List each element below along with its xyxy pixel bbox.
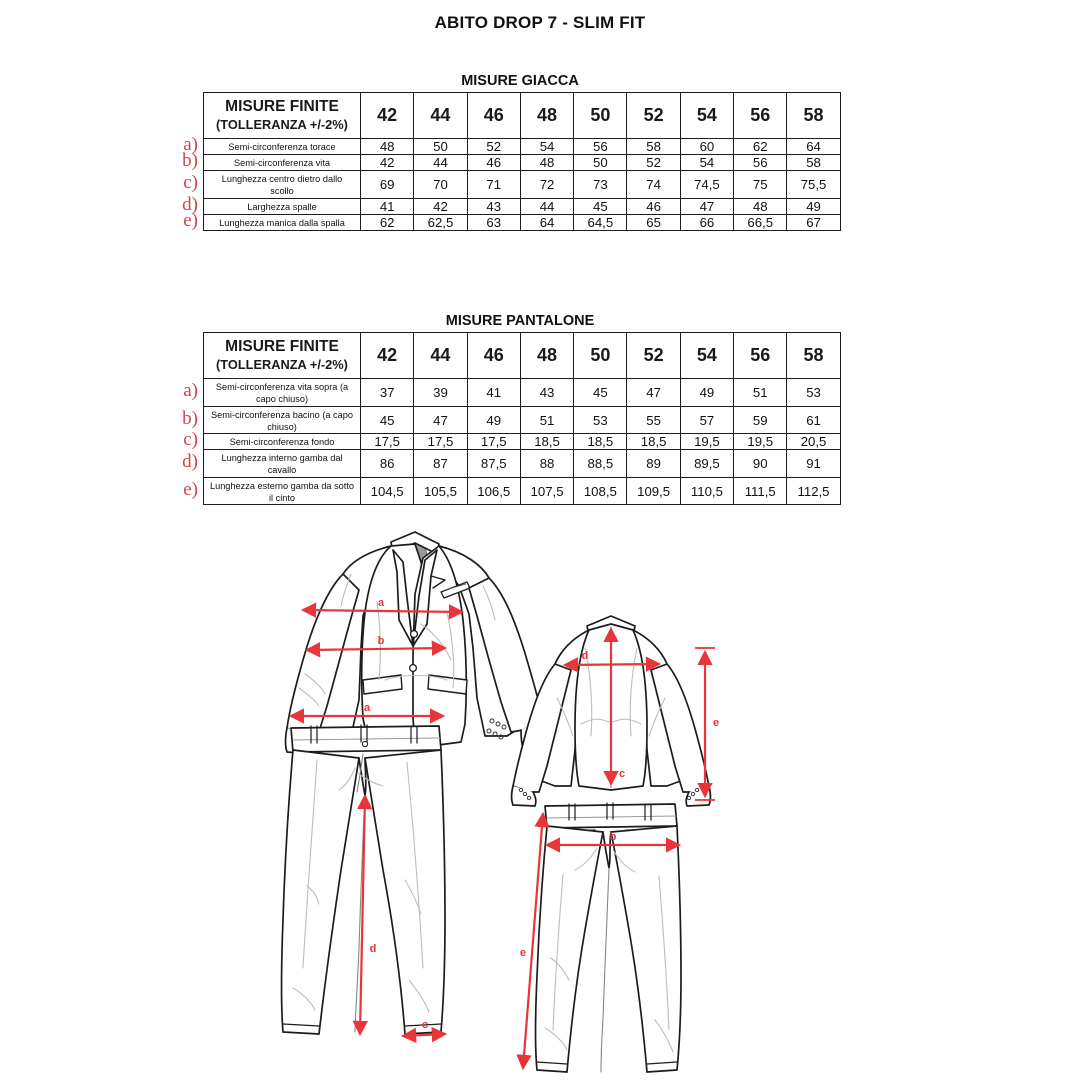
trouser-measurement-cell: 20,5 [787, 434, 840, 450]
trouser-measurement-cell: 17,5 [414, 434, 467, 450]
jacket-measurement-cell: 54 [680, 155, 733, 171]
trouser-measurement-cell: 89,5 [680, 450, 733, 478]
trouser-row-label: Semi-circonferenza fondo [204, 434, 361, 450]
jacket-row-label: Semi-circonferenza torace [204, 139, 361, 155]
marker-trouser-e: e [519, 947, 527, 959]
jacket-measurement-cell: 62 [361, 214, 414, 230]
jacket-measurement-cell: 50 [414, 139, 467, 155]
trouser-measurement-cell: 104,5 [361, 477, 414, 505]
trouser-measurement-cell: 90 [734, 450, 787, 478]
trouser-measurement-cell: 51 [520, 406, 573, 434]
trouser-measurement-cell: 43 [520, 379, 573, 407]
jacket-measurement-cell: 56 [574, 139, 627, 155]
trouser-size-header: 42 [361, 333, 414, 379]
jacket-measurement-cell: 70 [414, 171, 467, 199]
jacket-measurement-cell: 42 [361, 155, 414, 171]
trouser-measurement-cell: 45 [361, 406, 414, 434]
table-row [204, 214, 841, 230]
suit-technical-drawing [255, 528, 745, 1080]
trouser-size-header: 46 [467, 333, 520, 379]
trouser-row-label: Lunghezza interno gamba dal cavallo [204, 450, 361, 478]
trouser-row-letter: b) [182, 408, 198, 429]
trouser-row-label: Semi-circonferenza bacino (a capo chiuso) [204, 406, 361, 434]
trouser-measurement-cell: 106,5 [467, 477, 520, 505]
table-row [204, 434, 841, 450]
jacket-measurement-cell: 64 [520, 214, 573, 230]
trouser-measurement-cell: 89 [627, 450, 680, 478]
trouser-measurement-cell: 19,5 [680, 434, 733, 450]
jacket-header-label [204, 93, 361, 139]
marker-jacket-c: c [618, 768, 626, 780]
trouser-measurement-cell: 53 [787, 379, 840, 407]
jacket-header-label-line1: MISURE FINITE [225, 98, 339, 115]
jacket-measurement-cell: 46 [467, 155, 520, 171]
jacket-section-caption: MISURE GIACCA [461, 73, 579, 89]
trouser-measurement-cell: 111,5 [734, 477, 787, 505]
jacket-measurement-cell: 72 [520, 171, 573, 199]
page-title: ABITO DROP 7 - SLIM FIT [434, 13, 646, 32]
trouser-measurement-cell: 53 [574, 406, 627, 434]
trouser-header-label [204, 333, 361, 379]
trouser-measurement-cell: 18,5 [520, 434, 573, 450]
trouser-row-letter: d) [182, 451, 198, 472]
marker-jacket-d: d [581, 650, 589, 662]
trouser-measurement-cell: 47 [414, 406, 467, 434]
trouser-measurement-cell: 37 [361, 379, 414, 407]
trouser-header-label-line2: (TOLLERANZA +/-2%) [216, 357, 348, 373]
trouser-row-label: Semi-circonferenza vita sopra (a capo chiuso) [204, 379, 361, 407]
jacket-row-letter: e) [183, 210, 198, 231]
marker-jacket-e: e [712, 717, 720, 729]
measure-line-trouser-d [360, 796, 365, 1034]
trouser-row-letter: a) [183, 380, 198, 401]
trouser-row-label: Lunghezza esterno gamba da sotto il cinto [204, 477, 361, 505]
jacket-size-header: 56 [734, 93, 787, 139]
marker-trouser-d: d [369, 943, 377, 955]
jacket-measurement-cell: 49 [787, 198, 840, 214]
jacket-measurement-cell: 52 [467, 139, 520, 155]
jacket-measurement-cell: 56 [734, 155, 787, 171]
table-row [204, 406, 841, 434]
marker-trouser-a: a [363, 702, 371, 714]
jacket-measurement-cell: 58 [627, 139, 680, 155]
jacket-row-letter: b) [182, 150, 198, 171]
marker-trouser-c: c [421, 1019, 429, 1031]
table-row [204, 450, 841, 478]
marker-trouser-b: b [609, 831, 617, 843]
trouser-measurement-cell: 91 [787, 450, 840, 478]
trouser-size-header: 48 [520, 333, 573, 379]
jacket-size-header: 58 [787, 93, 840, 139]
trouser-measurement-cell: 47 [627, 379, 680, 407]
marker-jacket-b: b [377, 635, 385, 647]
jacket-measurement-cell: 66,5 [734, 214, 787, 230]
trouser-measurement-cell: 108,5 [574, 477, 627, 505]
jacket-size-header: 44 [414, 93, 467, 139]
jacket-measurement-cell: 48 [734, 198, 787, 214]
jacket-row-label: Lunghezza manica dalla spalla [204, 214, 361, 230]
jacket-measurement-cell: 43 [467, 198, 520, 214]
jacket-row-letter: a) [183, 134, 198, 155]
trouser-measurement-cell: 86 [361, 450, 414, 478]
trouser-measurement-cell: 18,5 [627, 434, 680, 450]
jacket-measurement-cell: 42 [414, 198, 467, 214]
trouser-size-header: 44 [414, 333, 467, 379]
trouser-measurement-cell: 57 [680, 406, 733, 434]
table-row [204, 171, 841, 199]
trouser-measurement-cell: 51 [734, 379, 787, 407]
trouser-measurement-cell: 41 [467, 379, 520, 407]
table-row [204, 139, 841, 155]
jacket-measurement-cell: 50 [574, 155, 627, 171]
jacket-measurement-cell: 45 [574, 198, 627, 214]
jacket-row-label: Larghezza spalle [204, 198, 361, 214]
table-row [204, 198, 841, 214]
trouser-measurement-cell: 17,5 [467, 434, 520, 450]
measure-line-jacket-d [565, 664, 659, 665]
jacket-measurement-cell: 46 [627, 198, 680, 214]
jacket-measurement-cell: 48 [361, 139, 414, 155]
jacket-row-letter: d) [182, 194, 198, 215]
trouser-size-header: 52 [627, 333, 680, 379]
trouser-measurement-cell: 45 [574, 379, 627, 407]
trouser-measurement-cell: 39 [414, 379, 467, 407]
trouser-measurement-cell: 109,5 [627, 477, 680, 505]
jacket-measurement-cell: 74,5 [680, 171, 733, 199]
jacket-measurement-cell: 44 [414, 155, 467, 171]
jacket-size-header: 54 [680, 93, 733, 139]
jacket-measurement-cell: 54 [520, 139, 573, 155]
trouser-measurement-cell: 88,5 [574, 450, 627, 478]
trouser-measurement-cell: 17,5 [361, 434, 414, 450]
jacket-measurement-cell: 66 [680, 214, 733, 230]
trouser-measurement-cell: 110,5 [680, 477, 733, 505]
trouser-measurement-cell: 61 [787, 406, 840, 434]
trouser-measurement-cell: 107,5 [520, 477, 573, 505]
jacket-header-label-line2: (TOLLERANZA +/-2%) [216, 117, 348, 133]
jacket-size-header: 46 [467, 93, 520, 139]
trouser-row-letter: e) [183, 479, 198, 500]
jacket-measurement-cell: 69 [361, 171, 414, 199]
jacket-measurement-cell: 48 [520, 155, 573, 171]
jacket-measurement-cell: 47 [680, 198, 733, 214]
jacket-measurement-cell: 62 [734, 139, 787, 155]
jacket-measurement-cell: 41 [361, 198, 414, 214]
table-row [204, 477, 841, 505]
marker-jacket-a: a [377, 597, 385, 609]
jacket-measurements-table [203, 92, 841, 231]
trouser-measurement-cell: 87 [414, 450, 467, 478]
jacket-measurement-cell: 67 [787, 214, 840, 230]
table-row [204, 379, 841, 407]
trouser-header-label-line1: MISURE FINITE [225, 338, 339, 355]
trouser-measurement-cell: 112,5 [787, 477, 840, 505]
jacket-measurement-cell: 64 [787, 139, 840, 155]
trouser-measurement-cell: 59 [734, 406, 787, 434]
jacket-measurement-cell: 52 [627, 155, 680, 171]
jacket-size-header: 42 [361, 93, 414, 139]
jacket-size-header: 48 [520, 93, 573, 139]
trouser-row-letter: c) [183, 429, 198, 450]
trouser-size-header: 54 [680, 333, 733, 379]
jacket-front-drawing [286, 532, 550, 754]
jacket-row-label: Semi-circonferenza vita [204, 155, 361, 171]
trouser-measurement-cell: 105,5 [414, 477, 467, 505]
jacket-measurement-cell: 60 [680, 139, 733, 155]
trouser-size-header: 56 [734, 333, 787, 379]
jacket-measurement-cell: 75,5 [787, 171, 840, 199]
trouser-measurement-cell: 49 [467, 406, 520, 434]
jacket-measurement-cell: 75 [734, 171, 787, 199]
trouser-measurement-cell: 49 [680, 379, 733, 407]
trouser-measurement-cell: 87,5 [467, 450, 520, 478]
trouser-measurement-cell: 55 [627, 406, 680, 434]
jacket-measurement-cell: 74 [627, 171, 680, 199]
jacket-measurement-cell: 65 [627, 214, 680, 230]
jacket-size-header: 52 [627, 93, 680, 139]
trouser-section-caption: MISURE PANTALONE [445, 313, 595, 329]
trouser-measurement-cell: 88 [520, 450, 573, 478]
table-header-row [204, 333, 841, 379]
jacket-measurement-cell: 58 [787, 155, 840, 171]
trouser-measurements-table [203, 332, 841, 505]
trouser-measurement-cell: 18,5 [574, 434, 627, 450]
trouser-measurement-cell: 19,5 [734, 434, 787, 450]
jacket-measurement-cell: 71 [467, 171, 520, 199]
jacket-size-header: 50 [574, 93, 627, 139]
jacket-measurement-cell: 62,5 [414, 214, 467, 230]
jacket-row-letter: c) [183, 172, 198, 193]
jacket-row-label: Lunghezza centro dietro dallo scollo [204, 171, 361, 199]
table-row [204, 155, 841, 171]
trouser-back-drawing [536, 803, 682, 1072]
trouser-size-header: 50 [574, 333, 627, 379]
jacket-measurement-cell: 73 [574, 171, 627, 199]
jacket-measurement-cell: 63 [467, 214, 520, 230]
jacket-measurement-cell: 64,5 [574, 214, 627, 230]
table-header-row [204, 93, 841, 139]
trouser-size-header: 58 [787, 333, 840, 379]
jacket-measurement-cell: 44 [520, 198, 573, 214]
